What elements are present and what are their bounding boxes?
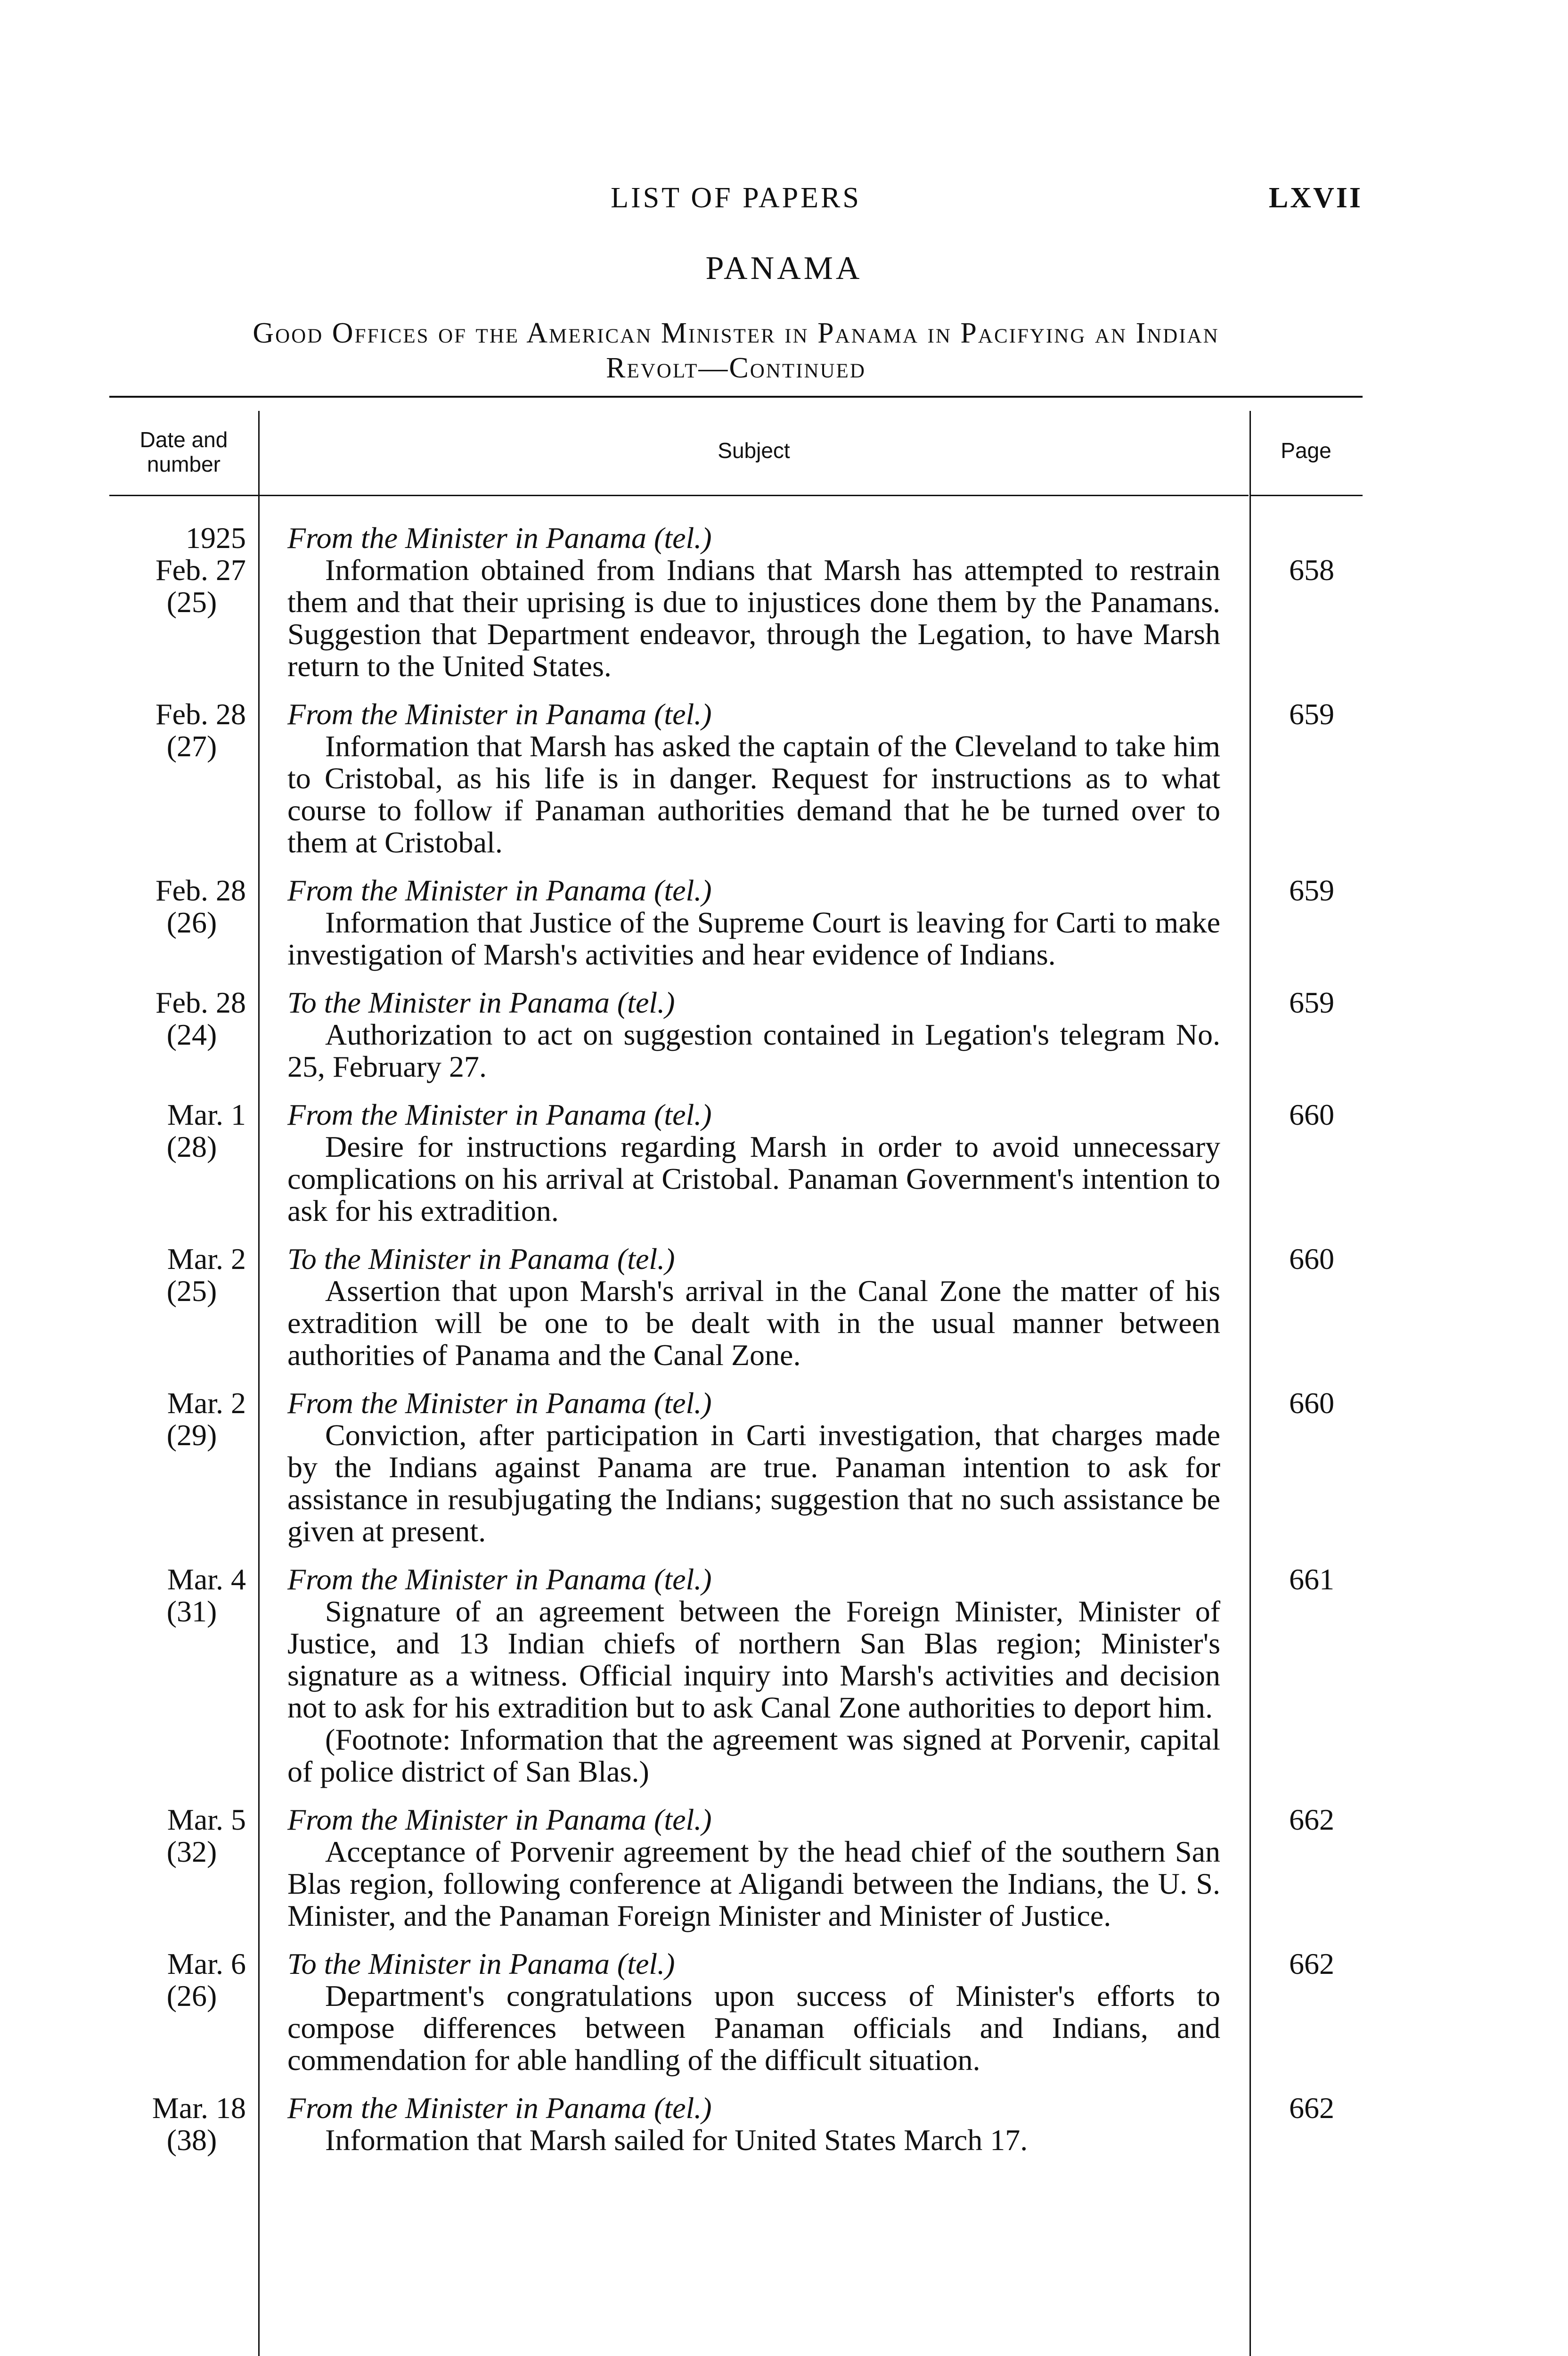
table-row <box>109 1948 1363 2076</box>
entry-from: From the Minister in Panama (tel.) <box>287 1098 712 1131</box>
entry-date <box>109 987 258 1083</box>
section-title-line-1: Good Offices of the American Minister in Panama in Pacifying an Indian <box>253 317 1219 349</box>
entry-day: Feb. 28 <box>155 697 246 731</box>
table-row <box>109 698 1363 859</box>
entry-day: Mar. 6 <box>167 1947 246 1980</box>
entry-from: From the Minister in Panama (tel.) <box>287 1562 712 1596</box>
entry-date <box>109 1804 258 1932</box>
entry-date <box>109 875 258 971</box>
entry-description: Information obtained from Indians that Marsh has attempted to restrain them and that their uprising is due to injustices done them by the Panamans. Suggestion that Department endeavor, through the Legation, to have Marsh return to the United States. <box>287 553 1220 683</box>
table-row <box>109 875 1363 971</box>
entry-number: (32) <box>166 1835 217 1868</box>
entry-page: 662 <box>1289 1803 1334 1836</box>
entry-subject <box>258 1243 1250 1371</box>
section-title <box>109 316 1363 385</box>
entry-date <box>109 1243 258 1371</box>
entry-day: Mar. 5 <box>167 1803 246 1836</box>
entry-page: 662 <box>1289 2091 1334 2125</box>
entry-number: (29) <box>166 1418 217 1452</box>
page-folio: LXVII <box>1268 182 1363 214</box>
entry-page: 659 <box>1289 874 1334 907</box>
entries-list <box>109 522 1363 2172</box>
entry-description: Information that Justice of the Supreme Court is leaving for Carti to make investigation of Marsh's activities and hear evidence of Indians. <box>287 906 1220 971</box>
entry-date <box>109 1387 258 1547</box>
entry-from: From the Minister in Panama (tel.) <box>287 1386 712 1420</box>
entry-description: Assertion that upon Marsh's arrival in the Canal Zone the matter of his extradition will be one to be dealt with in the usual manner between authorities of Panama and the Canal Zone. <box>287 1274 1220 1372</box>
entry-from: From the Minister in Panama (tel.) <box>287 697 712 731</box>
running-head <box>109 181 1363 219</box>
entry-date <box>109 1099 258 1227</box>
entry-description: Conviction, after participation in Carti investigation, that charges made by the Indians against Panama are true. Panaman intention to ask for assistance in resubjugating the Indians; suggestion that no such assistance be given at present. <box>287 1418 1220 1548</box>
entry-number: (25) <box>166 1274 217 1308</box>
table-row <box>109 1099 1363 1227</box>
entry-from: To the Minister in Panama (tel.) <box>287 986 675 1019</box>
entry-day: Mar. 2 <box>167 1242 246 1276</box>
entry-from: From the Minister in Panama (tel.) <box>287 874 712 907</box>
entry-description: Information that Marsh sailed for United States March 17. <box>325 2123 1028 2157</box>
entry-description: Information that Marsh has asked the captain of the Cleveland to take him to Cristobal, as his life is in danger. Request for instructions as to what course to follow if Panaman authorities demand that he be turned over to them at Cristobal. <box>287 729 1220 859</box>
entry-number: (24) <box>166 1018 217 1051</box>
header-rule-subject <box>259 495 1249 496</box>
entry-date <box>109 1563 258 1788</box>
entry-subject <box>258 1948 1250 2076</box>
entry-page: 662 <box>1289 1947 1334 1980</box>
entry-date <box>109 2092 258 2156</box>
entry-from: From the Minister in Panama (tel.) <box>287 2091 712 2125</box>
country-heading: PANAMA <box>705 250 863 286</box>
entry-number: (38) <box>166 2123 217 2157</box>
header-rule-page <box>1251 495 1363 496</box>
entry-day: Mar. 2 <box>167 1386 246 1420</box>
entry-number: (27) <box>166 729 217 763</box>
entry-subject <box>258 698 1250 859</box>
table-row <box>109 1804 1363 1932</box>
entry-day: Feb. 28 <box>155 986 246 1019</box>
column-header-page: Page <box>1281 438 1331 463</box>
entry-description: Authorization to act on suggestion contained in Legation's telegram No. 25, February 27. <box>287 1018 1220 1083</box>
table-row <box>109 2092 1363 2156</box>
entry-number: (31) <box>166 1595 217 1628</box>
entry-page: 658 <box>1289 553 1334 587</box>
entry-page: 660 <box>1289 1386 1334 1420</box>
entry-description: Signature of an agreement between the Foreign Minister, Minister of Justice, and 13 Indian chiefs of northern San Blas region; Minister's signature as a witness. Official inquiry into Marsh's activities and decision not to ask for his extradition but to ask Canal Zone authorities to deport him. <box>287 1595 1220 1724</box>
section-title-line-2: Revolt—Continued <box>606 352 866 384</box>
entry-year: 1925 <box>186 521 246 555</box>
entry-footnote: (Footnote: Information that the agreement was signed at Porvenir, capital of police district of San Blas.) <box>287 1723 1220 1788</box>
table-row <box>109 987 1363 1083</box>
entry-page: 660 <box>1289 1242 1334 1276</box>
entry-subject <box>258 522 1250 682</box>
entry-from: To the Minister in Panama (tel.) <box>287 1242 675 1276</box>
column-header-date-label: Date and number <box>139 427 228 476</box>
entry-from: To the Minister in Panama (tel.) <box>287 1947 675 1980</box>
entry-subject <box>258 987 1250 1083</box>
entry-number: (26) <box>166 1979 217 2012</box>
column-header-subject: Subject <box>718 438 790 463</box>
header-rule-date <box>109 495 258 496</box>
entry-day: Feb. 28 <box>155 874 246 907</box>
table-row <box>109 522 1363 682</box>
entry-date <box>109 522 258 682</box>
table-top-rule <box>109 396 1363 398</box>
running-title: LIST OF PAPERS <box>611 182 861 214</box>
entry-page: 659 <box>1289 986 1334 1019</box>
entry-day: Feb. 27 <box>155 553 246 587</box>
entry-subject <box>258 1099 1250 1227</box>
entry-subject <box>258 2092 1250 2156</box>
table-header <box>109 411 1363 496</box>
entry-day: Mar. 18 <box>152 2091 246 2125</box>
table-row <box>109 1563 1363 1788</box>
entry-date <box>109 698 258 859</box>
entry-subject <box>258 875 1250 971</box>
entry-description: Department's congratulations upon success of Minister's efforts to compose differences between Panaman officials and Indians, and commendation for able handling of the difficult situation. <box>287 1979 1220 2077</box>
entry-subject <box>258 1804 1250 1932</box>
column-header-date <box>109 427 258 476</box>
entry-date <box>109 1948 258 2076</box>
entry-number: (25) <box>166 585 217 619</box>
table-row <box>109 1243 1363 1371</box>
entry-day: Mar. 1 <box>167 1098 246 1131</box>
entry-description: Acceptance of Porvenir agreement by the head chief of the southern San Blas region, following conference at Aligandi between the Indians, the U. S. Minister, and the Panaman Foreign Minister and Minister of Justice. <box>287 1835 1220 1932</box>
entry-number: (28) <box>166 1130 217 1163</box>
entry-number: (26) <box>166 906 217 939</box>
entry-from: From the Minister in Panama (tel.) <box>287 1803 712 1836</box>
entry-page: 660 <box>1289 1098 1334 1131</box>
entry-subject <box>258 1563 1250 1788</box>
entry-day: Mar. 4 <box>167 1562 246 1596</box>
entry-from: From the Minister in Panama (tel.) <box>287 521 712 555</box>
table-row <box>109 1387 1363 1547</box>
entry-page: 659 <box>1289 697 1334 731</box>
entry-page: 661 <box>1289 1562 1334 1596</box>
entry-description: Desire for instructions regarding Marsh in order to avoid unnecessary complications on his arrival at Cristobal. Panaman Government's intention to ask for his extradition. <box>287 1130 1220 1227</box>
entry-subject <box>258 1387 1250 1547</box>
